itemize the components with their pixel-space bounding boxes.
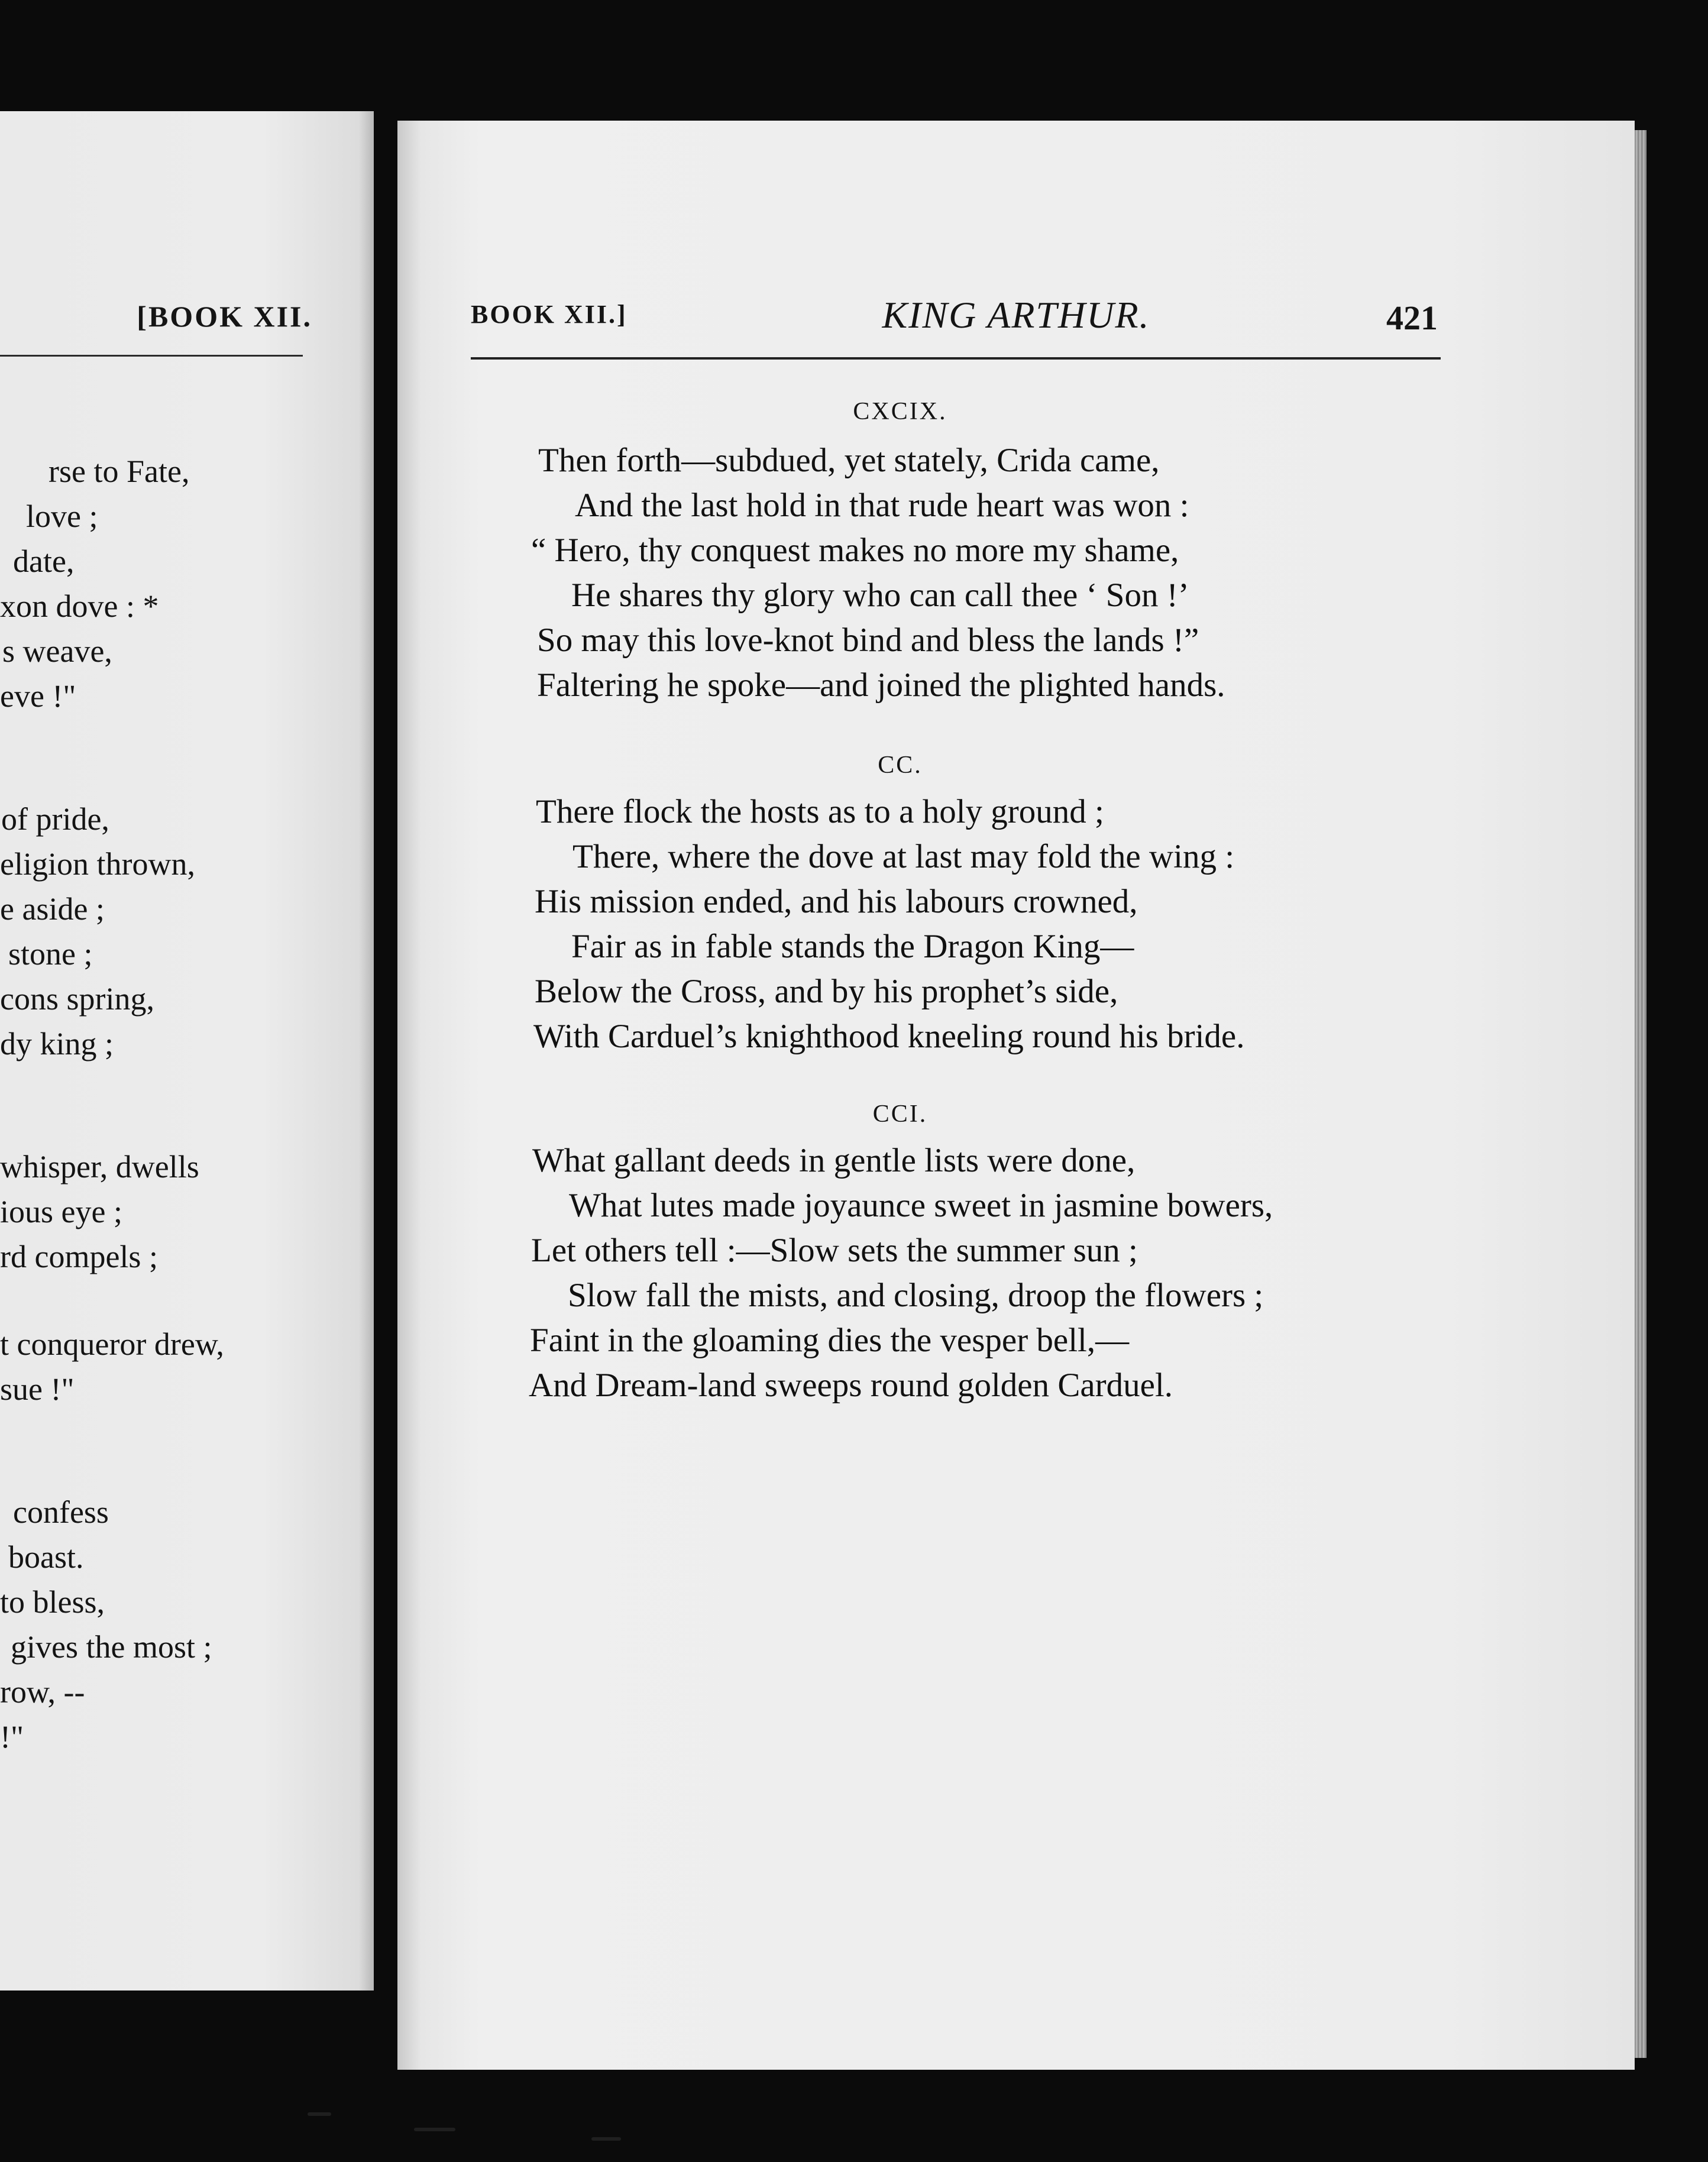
page-number: 421 — [1386, 299, 1438, 337]
left-verse-line: eligion thrown, — [0, 846, 195, 882]
verse-line: And the last hold in that rude heart was won : — [575, 487, 1189, 524]
verse-line: Slow fall the mists, and closing, droop the flowers ; — [568, 1277, 1264, 1314]
verse-line: So may this love-knot bind and bless the lands !” — [537, 622, 1199, 659]
verse-line: What lutes made joyaunce sweet in jasmine bowers, — [569, 1187, 1273, 1224]
scan-artifact — [414, 2128, 455, 2131]
verse-line: Let others tell :—Slow sets the summer sun ; — [531, 1232, 1138, 1269]
left-verse-line: date, — [13, 543, 75, 579]
left-running-header: [BOOK XII. — [137, 300, 312, 333]
scan-artifact — [308, 2112, 331, 2116]
left-verse-line: t conqueror drew, — [0, 1326, 224, 1362]
left-verse-line: rd compels ; — [0, 1239, 158, 1274]
left-verse-line: !" — [0, 1719, 24, 1755]
verse-line: Faint in the gloaming dies the vesper bell,— — [530, 1322, 1130, 1359]
left-verse-line: s weave, — [2, 633, 112, 669]
left-verse-line: xon dove : * — [0, 588, 159, 624]
scan-artifact — [591, 2137, 621, 2141]
left-verse-line: rse to Fate, — [48, 454, 190, 489]
verse-line: What gallant deeds in gentle lists were done, — [532, 1142, 1136, 1179]
running-title: KING ARTHUR. — [882, 294, 1150, 336]
right-running-header-book: BOOK XII.] — [471, 300, 627, 329]
verse-line: There flock the hosts as to a holy ground ; — [536, 793, 1104, 830]
right-page — [397, 121, 1635, 2070]
left-verse-line: to bless, — [0, 1584, 105, 1620]
left-verse-line: gives the most ; — [11, 1629, 212, 1665]
verse-line: Fair as in fable stands the Dragon King— — [571, 928, 1134, 965]
left-verse-line: cons spring, — [0, 981, 154, 1017]
verse-line: Faltering he spoke—and joined the plighted hands. — [537, 666, 1225, 704]
verse-line: He shares thy glory who can call thee ‘ Son !’ — [571, 577, 1189, 614]
verse-line: Then forth—subdued, yet stately, Crida came, — [538, 442, 1160, 479]
left-verse-line: row, -- — [0, 1674, 85, 1710]
left-verse-line: eve !" — [0, 678, 76, 714]
header-rule — [471, 357, 1441, 360]
header-rule — [0, 355, 303, 357]
left-verse-line: boast. — [8, 1539, 84, 1575]
left-verse-line: dy king ; — [0, 1026, 114, 1061]
verse-line: “ Hero, thy conquest makes no more my shame, — [531, 532, 1179, 569]
left-verse-line: love ; — [26, 499, 98, 534]
page-stack-edge — [1635, 130, 1646, 2058]
verse-line: Below the Cross, and by his prophet’s side, — [535, 973, 1118, 1010]
stanza-number: CCI. — [872, 1101, 928, 1128]
verse-line: His mission ended, and his labours crowned, — [535, 883, 1138, 920]
verse-line: There, where the dove at last may fold the wing : — [572, 838, 1235, 875]
left-verse-line: of pride, — [1, 801, 109, 837]
stanza-number: CC. — [878, 752, 923, 779]
stanza-number: CXCIX. — [853, 398, 947, 425]
left-verse-line: stone ; — [8, 936, 93, 972]
left-verse-line: confess — [13, 1494, 109, 1530]
verse-line: With Carduel’s knighthood kneeling round his bride. — [533, 1018, 1245, 1055]
left-verse-line: sue !" — [0, 1371, 75, 1407]
verse-line: And Dream-land sweeps round golden Carduel. — [529, 1367, 1173, 1404]
left-verse-line: ious eye ; — [0, 1194, 122, 1229]
left-page — [0, 111, 374, 1991]
left-verse-line: whisper, dwells — [0, 1149, 199, 1184]
left-verse-line: e aside ; — [0, 891, 105, 927]
